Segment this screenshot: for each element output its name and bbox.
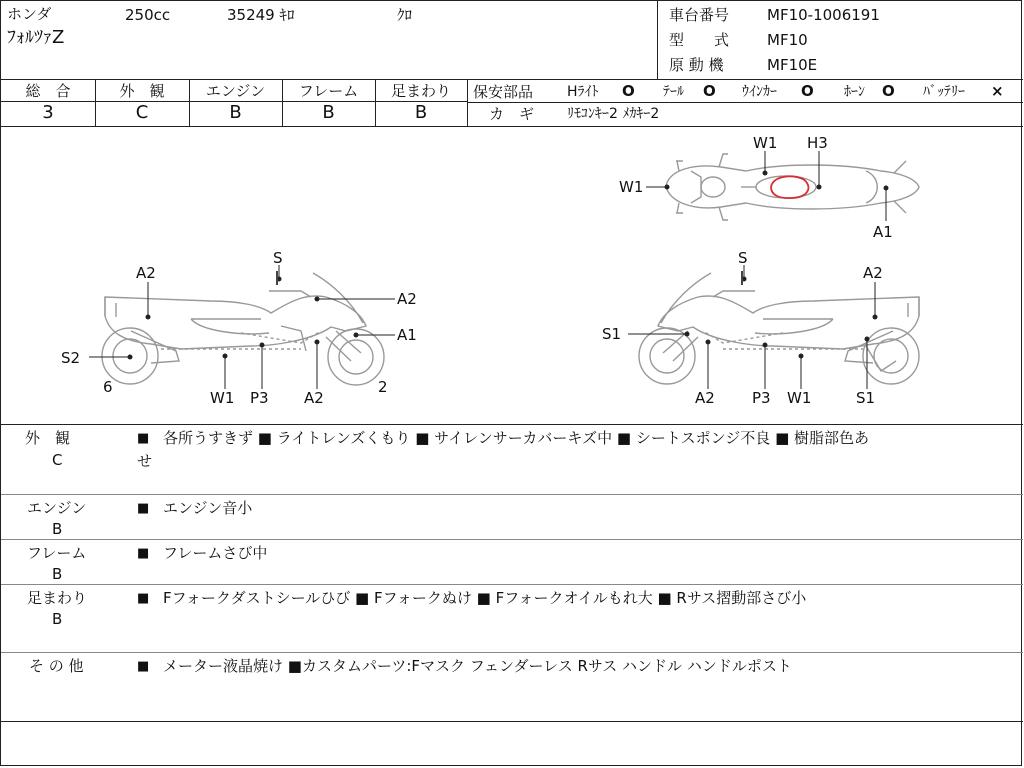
remark-suspension-grade: B xyxy=(52,610,63,628)
overall-grade: 3 xyxy=(42,102,54,123)
model-name: ﾌｫﾙﾂｧZ xyxy=(7,27,65,48)
label-left-2: 2 xyxy=(378,378,388,396)
label-left-w1: W1 xyxy=(210,389,235,407)
winker-label: ｳｲﾝｶｰ xyxy=(742,84,777,100)
remark-frame-grade: B xyxy=(52,565,63,583)
color: ｸﾛ xyxy=(397,6,413,24)
battery-ng-mark: × xyxy=(991,82,1004,100)
remark-other-label: そ の 他 xyxy=(29,657,84,675)
label-left-s: S xyxy=(273,249,283,267)
label-right-p3: P3 xyxy=(752,389,771,407)
label-left-6: 6 xyxy=(103,378,113,396)
headlight-ok-mark: O xyxy=(622,82,635,100)
damage-diagram xyxy=(1,127,1023,424)
remark-engine-bullet: ■ xyxy=(137,501,150,516)
type-value: MF10 xyxy=(767,31,808,49)
divider xyxy=(1,79,1023,80)
taillight-label: ﾃｰﾙ xyxy=(663,84,684,100)
remark-frame-text: フレームさび中 xyxy=(163,544,268,562)
divider xyxy=(1,584,1023,585)
label-left-s2: S2 xyxy=(61,349,81,367)
right-side-motorcycle xyxy=(639,273,919,384)
taillight-ok-mark: O xyxy=(703,82,716,100)
remark-exterior-text-cont: せ xyxy=(137,452,153,470)
label-top-w1b: W1 xyxy=(619,178,644,196)
key-value: ﾘﾓｺﾝｷｰ2 ﾒｶｷｰ2 xyxy=(567,106,660,122)
remark-exterior-bullet: ■ xyxy=(137,431,150,446)
frame-no: MF10-1006191 xyxy=(767,6,880,24)
suspension-label: 足まわり xyxy=(390,82,451,100)
label-right-a2b: A2 xyxy=(695,389,715,407)
engine-model-value: MF10E xyxy=(767,56,818,74)
exterior-label: 外 観 xyxy=(119,82,165,100)
engine-label: エンジン xyxy=(205,82,266,100)
safety-label: 保安部品 xyxy=(473,83,534,101)
damage-mark-h3 xyxy=(771,176,808,198)
maker: ホンダ xyxy=(7,5,52,23)
label-right-s1a: S1 xyxy=(602,325,622,343)
remark-suspension-bullet: ■ xyxy=(137,591,150,606)
divider xyxy=(657,1,658,79)
key-label: カ ギ xyxy=(489,105,535,123)
engine-model-label: 原 動 機 xyxy=(669,56,724,74)
remark-engine-text: エンジン音小 xyxy=(163,499,253,517)
remark-other-bullet: ■ xyxy=(137,659,150,674)
remark-engine-grade: B xyxy=(52,520,63,538)
frame-label: フレーム xyxy=(298,82,359,100)
overall-label: 総 合 xyxy=(25,82,71,100)
label-right-s1b: S1 xyxy=(856,389,876,407)
headlight-label: Hﾗｲﾄ xyxy=(567,84,599,100)
horn-label: ﾎｰﾝ xyxy=(844,84,865,100)
frame-no-label: 車台番号 xyxy=(669,6,730,24)
exterior-grade: C xyxy=(135,102,149,123)
divider xyxy=(1,721,1023,722)
winker-ok-mark: O xyxy=(801,82,814,100)
label-top-h3: H3 xyxy=(807,134,828,152)
label-left-a1: A1 xyxy=(397,326,417,344)
remark-frame-bullet: ■ xyxy=(137,546,150,561)
remark-suspension-text: Fフォークダストシールひび ■ Fフォークぬけ ■ Fフォークオイルもれ大 ■ Rサス摺動部さび小 xyxy=(163,589,807,607)
remark-other-text: メーター液晶焼け ■カスタムパーツ:Fマスク フェンダーレス Rサス ハンドル ハンドルポスト xyxy=(163,657,792,675)
displacement: 250cc xyxy=(125,6,171,24)
label-right-s: S xyxy=(738,249,748,267)
mileage: 35249 ｷﾛ xyxy=(227,6,295,24)
divider xyxy=(467,102,1023,103)
divider xyxy=(1,494,1023,495)
remark-exterior-grade: C xyxy=(52,451,63,469)
label-left-a2b: A2 xyxy=(397,290,417,308)
remark-engine-label: エンジン xyxy=(27,499,87,517)
label-right-w1: W1 xyxy=(787,389,812,407)
label-left-a2a: A2 xyxy=(136,264,156,282)
remark-suspension-label: 足まわり xyxy=(27,589,88,607)
frame-grade: B xyxy=(322,102,335,123)
divider xyxy=(1,652,1023,653)
label-left-p3: P3 xyxy=(250,389,269,407)
remark-exterior-text: 各所うすきず ■ ライトレンズくもり ■ サイレンサーカバーキズ中 ■ シートスポンジ不良 ■ 樹脂部色あ xyxy=(163,429,870,447)
type-label: 型 式 xyxy=(669,31,730,49)
label-left-a2c: A2 xyxy=(304,389,324,407)
remark-exterior-label: 外 観 xyxy=(25,429,71,447)
divider xyxy=(1,424,1023,425)
divider xyxy=(1,539,1023,540)
remark-frame-label: フレーム xyxy=(27,544,87,562)
label-right-a2a: A2 xyxy=(863,264,883,282)
label-top-a1: A1 xyxy=(873,223,893,241)
horn-ok-mark: O xyxy=(882,82,895,100)
label-top-w1a: W1 xyxy=(753,134,778,152)
engine-grade: B xyxy=(229,102,242,123)
battery-label: ﾊﾞｯﾃﾘｰ xyxy=(923,84,965,100)
suspension-grade: B xyxy=(414,102,428,123)
left-side-motorcycle xyxy=(102,273,384,385)
top-view-motorcycle xyxy=(666,154,919,220)
